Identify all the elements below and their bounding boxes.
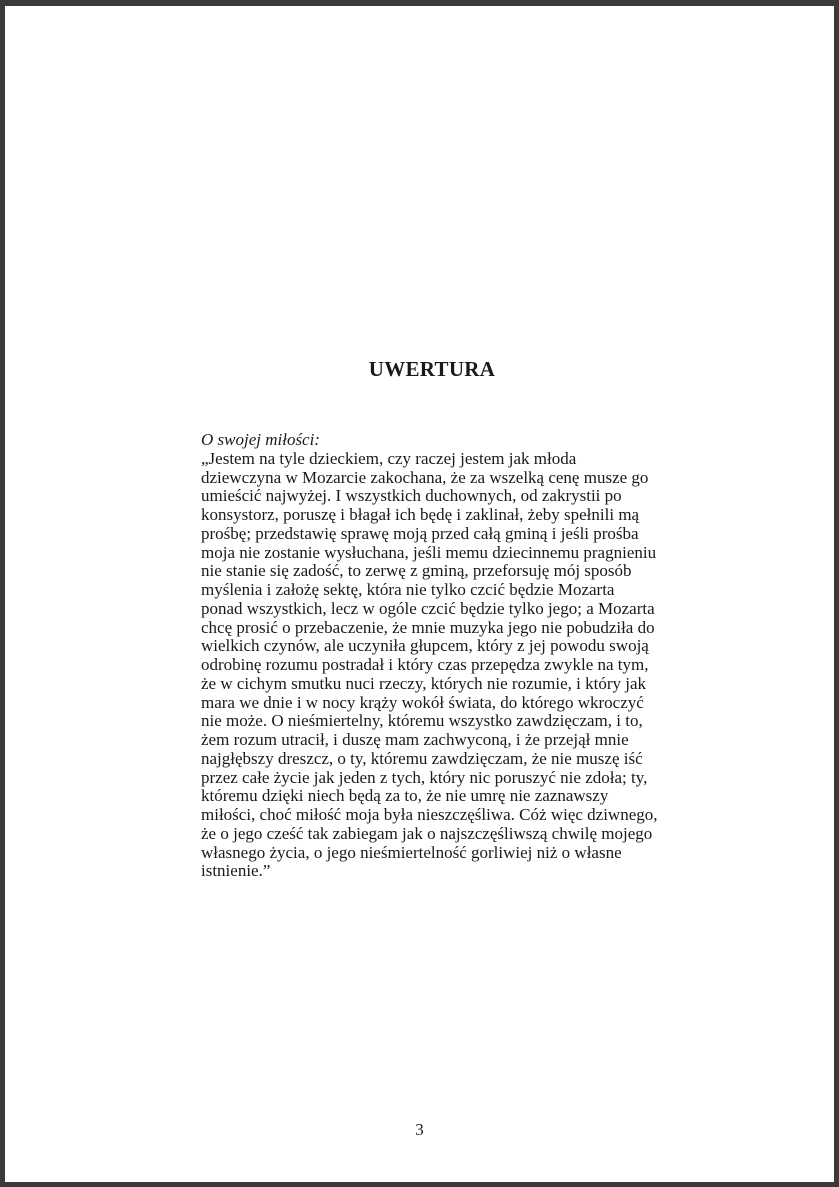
quote-body <box>201 450 741 881</box>
quote-line: moja nie zostanie wysłuchana, jeśli memu dziecinnemu pragnieniu <box>201 542 657 562</box>
quote-line: dziewczyna w Mozarcie zakochana, że za wszelką cenę musze go <box>201 467 649 487</box>
quote-line: chcę prosić o przebaczenie, że mnie muzyka jego nie pobudziła do <box>201 617 655 637</box>
quote-line: prośbę; przedstawię sprawę moją przed całą gminą i jeśli prośba <box>201 523 639 543</box>
quote-section <box>201 431 741 881</box>
quote-line: nie może. O nieśmiertelny, któremu wszystko zawdzięczam, i to, <box>201 711 643 731</box>
chapter-title: UWERTURA <box>368 357 496 381</box>
quote-line: konsystorz, poruszę i błagał ich będę i zaklinał, żeby spełnili mą <box>201 505 640 524</box>
quote-line: własnego życia, o jego nieśmiertelność gorliwiej niż o własne <box>201 842 622 862</box>
quote-line: miłości, choć miłość moja była nieszczęśliwa. Cóż więc dziwnego, <box>201 805 658 824</box>
quote-line: „Jestem na tyle dzieckiem, czy raczej jestem jak młoda <box>201 448 577 468</box>
quote-line: umieścić najwyżej. I wszystkich duchownych, od zakrystii po <box>201 486 622 506</box>
quote-line: odrobinę rozumu postradał i który czas przepędza zwykle na tym, <box>201 655 649 674</box>
quote-line: wielkich czynów, ale uczyniła głupcem, który z jej powodu swoją <box>201 636 649 656</box>
quote-line: istnienie.” <box>201 861 271 881</box>
quote-line: przez całe życie jak jeden z tych, który nic poruszyć nie zdoła; ty, <box>201 767 648 787</box>
quote-line: któremu dzięki niech będą za to, że nie umrę nie zaznawszy <box>201 786 609 806</box>
quote-line: że w cichym smutku nuci rzeczy, których nie rozumie, i który jak <box>201 673 646 693</box>
quote-line: ponad wszystkich, lecz w ogóle czcić będzie tylko jego; a Mozarta <box>201 598 655 618</box>
quote-line: nie stanie się zadość, to zerwę z gminą, przeforsuję mój sposób <box>201 561 632 581</box>
quote-line: żem rozum utracił, i duszę mam zachwyconą, i że przejął mnie <box>201 730 629 749</box>
quote-line: mara we dnie i w nocy krąży wokół świata, do którego wkroczyć <box>201 692 644 712</box>
quote-line: najgłębszy dreszcz, o ty, któremu zawdzięczam, że nie muszę iść <box>201 748 643 768</box>
page-number: 3 <box>415 1120 424 1139</box>
document-page <box>5 6 834 1182</box>
section-heading: O swojej miłości: <box>201 430 320 449</box>
quote-line: że o jego cześć tak zabiegam jak o najszczęśliwszą chwilę mojego <box>201 823 653 843</box>
quote-line: myślenia i założę sektę, która nie tylko czcić będzie Mozarta <box>201 580 615 599</box>
